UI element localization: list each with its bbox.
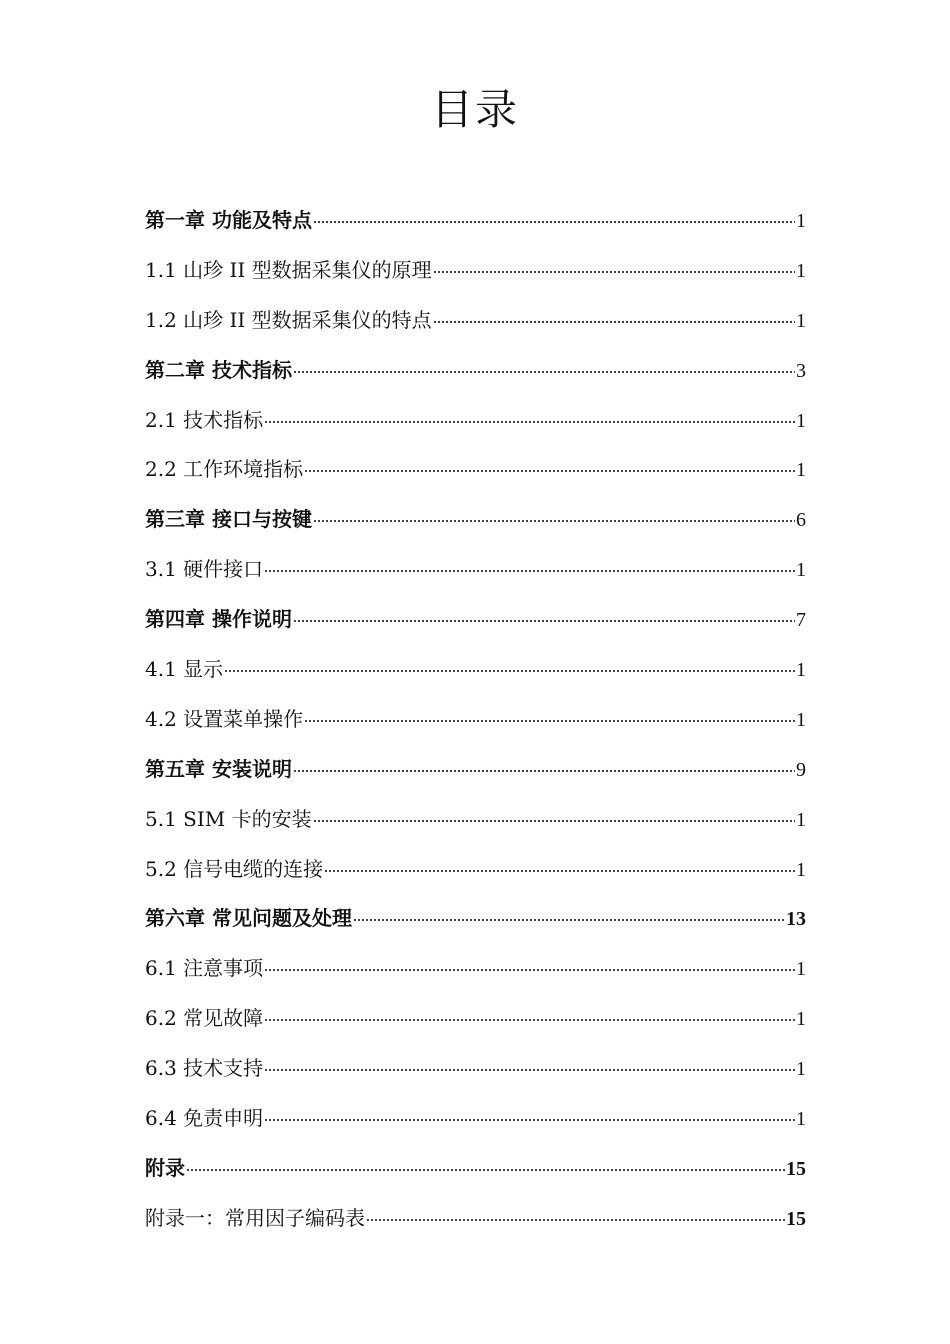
toc-entry-label: 5.2 信号电缆的连接 bbox=[145, 856, 324, 881]
toc-entry-page: 1 bbox=[796, 409, 806, 432]
toc-leader-dots bbox=[313, 819, 795, 823]
page-title: 目录 bbox=[430, 85, 519, 134]
toc-leader-dots bbox=[293, 370, 795, 374]
toc-entry-label: 附录 bbox=[145, 1155, 185, 1180]
toc-entry-page: 1 bbox=[796, 708, 806, 731]
toc-entry-label: 4.2 设置菜单操作 bbox=[145, 706, 304, 731]
toc-leader-dots bbox=[293, 619, 795, 623]
toc-entry-page: 15 bbox=[786, 1207, 806, 1230]
toc-entry[interactable] bbox=[145, 246, 806, 296]
toc-entry[interactable] bbox=[145, 894, 806, 944]
toc-leader-dots bbox=[304, 719, 795, 723]
toc-entry[interactable] bbox=[145, 745, 806, 795]
toc-entry-label: 第五章 安装说明 bbox=[145, 756, 292, 781]
toc-entry[interactable] bbox=[145, 296, 806, 346]
toc-entry-page: 1 bbox=[796, 309, 806, 332]
toc-entry-page: 1 bbox=[796, 1058, 806, 1081]
toc-entry-label: 2.1 技术指标 bbox=[145, 407, 264, 432]
toc-entry-page: 1 bbox=[796, 1108, 806, 1131]
toc-entry[interactable] bbox=[145, 346, 806, 396]
toc-leader-dots bbox=[264, 569, 795, 573]
toc-entry-label: 第一章 功能及特点 bbox=[145, 208, 312, 232]
toc-entry-page: 1 bbox=[796, 958, 806, 981]
toc-entry-label: 第六章 常见问题及处理 bbox=[145, 906, 352, 931]
toc-entry-page: 1 bbox=[796, 459, 806, 482]
toc-entry[interactable] bbox=[145, 845, 806, 895]
toc-entry[interactable] bbox=[145, 445, 806, 495]
toc-entry-page: 15 bbox=[786, 1157, 806, 1180]
toc-entry-page: 1 bbox=[796, 559, 806, 582]
toc-entry-label: 3.1 硬件接口 bbox=[145, 557, 264, 582]
toc-entry-label: 4.1 显示 bbox=[145, 657, 224, 682]
toc-leader-dots bbox=[264, 420, 795, 424]
toc-entry-page: 1 bbox=[796, 808, 806, 831]
toc-entry[interactable] bbox=[145, 396, 806, 446]
toc-entry-label: 1.1 山珍 II 型数据采集仪的原理 bbox=[145, 257, 432, 282]
toc-entry-page: 1 bbox=[796, 210, 806, 232]
toc-entry-page: 7 bbox=[796, 609, 806, 632]
toc-leader-dots bbox=[304, 469, 795, 473]
toc-entry[interactable] bbox=[145, 1044, 806, 1094]
toc-leader-dots bbox=[433, 320, 795, 324]
table-of-contents bbox=[145, 196, 806, 1244]
toc-entry[interactable] bbox=[145, 944, 806, 994]
toc-entry-label: 2.2 工作环境指标 bbox=[145, 457, 304, 482]
toc-leader-dots bbox=[264, 1068, 795, 1072]
toc-entry[interactable] bbox=[145, 695, 806, 745]
toc-leader-dots bbox=[324, 869, 795, 873]
toc-leader-dots bbox=[264, 1118, 795, 1122]
toc-entry[interactable] bbox=[145, 196, 806, 246]
toc-leader-dots bbox=[264, 968, 795, 972]
toc-entry-page: 9 bbox=[796, 758, 806, 781]
toc-entry[interactable] bbox=[145, 545, 806, 595]
toc-entry[interactable] bbox=[145, 1144, 806, 1194]
toc-leader-dots bbox=[313, 220, 795, 224]
toc-entry-label: 第二章 技术指标 bbox=[145, 357, 292, 382]
toc-entry[interactable] bbox=[145, 595, 806, 645]
toc-entry-label: 6.4 免责申明 bbox=[145, 1106, 264, 1131]
toc-entry-label: 第三章 接口与按键 bbox=[145, 507, 312, 532]
toc-leader-dots bbox=[433, 270, 795, 274]
toc-entry-page: 6 bbox=[796, 509, 806, 532]
toc-leader-dots bbox=[264, 1018, 795, 1022]
toc-entry-label: 6.2 常见故障 bbox=[145, 1006, 264, 1031]
toc-leader-dots bbox=[313, 519, 795, 523]
toc-entry-page: 1 bbox=[796, 858, 806, 881]
toc-entry-page: 1 bbox=[796, 659, 806, 682]
toc-entry[interactable] bbox=[145, 495, 806, 545]
toc-leader-dots bbox=[366, 1218, 785, 1222]
toc-entry-label: 6.1 注意事项 bbox=[145, 956, 264, 981]
toc-entry-label: 6.3 技术支持 bbox=[145, 1056, 264, 1081]
toc-entry[interactable] bbox=[145, 1094, 806, 1144]
toc-leader-dots bbox=[293, 769, 795, 773]
toc-entry-page: 13 bbox=[786, 908, 806, 931]
toc-entry[interactable] bbox=[145, 1194, 806, 1244]
toc-entry-label: 5.1 SIM 卡的安装 bbox=[145, 806, 312, 831]
toc-entry-page: 3 bbox=[796, 359, 806, 382]
toc-leader-dots bbox=[353, 918, 785, 922]
toc-leader-dots bbox=[186, 1168, 785, 1172]
toc-entry-label: 1.2 山珍 II 型数据采集仪的特点 bbox=[145, 307, 432, 332]
toc-entry[interactable] bbox=[145, 645, 806, 695]
toc-entry[interactable] bbox=[145, 795, 806, 845]
toc-entry-label: 附录一：常用因子编码表 bbox=[145, 1205, 365, 1230]
toc-entry-label: 第四章 操作说明 bbox=[145, 607, 292, 632]
toc-entry[interactable] bbox=[145, 994, 806, 1044]
toc-leader-dots bbox=[224, 669, 795, 673]
toc-entry-page: 1 bbox=[796, 1008, 806, 1031]
toc-entry-page: 1 bbox=[796, 259, 806, 282]
